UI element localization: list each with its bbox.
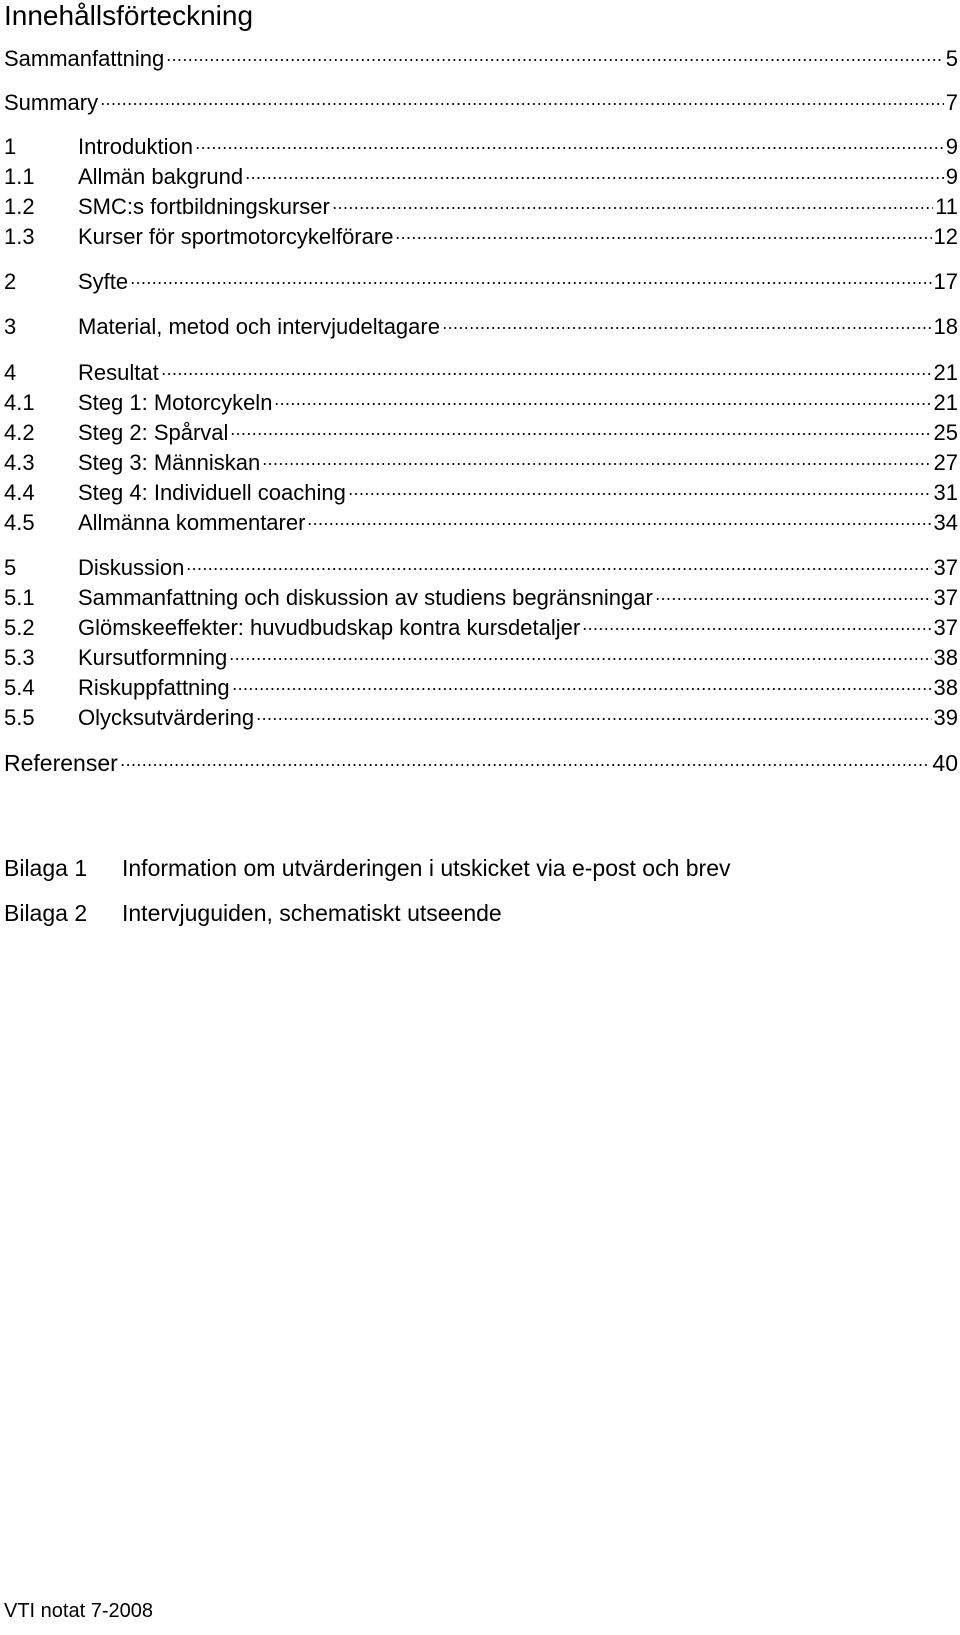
toc-label: Allmän bakgrund <box>78 164 244 189</box>
toc-leader <box>274 403 931 405</box>
toc-entry <box>4 748 958 778</box>
toc-page-number: 5 <box>945 46 958 71</box>
toc-number: 1.2 <box>4 194 35 219</box>
toc-entry <box>4 388 958 418</box>
toc-label: Steg 3: Människan <box>78 450 261 475</box>
toc-leader <box>130 282 931 284</box>
toc-page-number: 17 <box>933 269 958 294</box>
toc-number: 5.3 <box>4 645 35 670</box>
toc-number: 2 <box>4 269 17 294</box>
toc-page-number: 37 <box>933 615 958 640</box>
table-of-contents <box>4 0 958 800</box>
toc-number: 5.5 <box>4 705 35 730</box>
toc-page-number: 37 <box>933 585 958 610</box>
toc-entry <box>4 613 958 643</box>
toc-leader <box>195 147 944 149</box>
toc-entry <box>4 358 958 388</box>
toc-leader <box>348 493 932 495</box>
toc-number: 5.1 <box>4 585 35 610</box>
toc-leader <box>442 327 932 329</box>
toc-label: Kurser för sportmotorcykelförare <box>78 224 394 249</box>
toc-entry <box>4 192 958 222</box>
toc-leader <box>100 103 944 105</box>
toc-leader <box>582 628 931 630</box>
toc-page-number: 7 <box>945 90 958 115</box>
toc-number: 4.2 <box>4 420 35 445</box>
toc-entry <box>4 418 958 448</box>
toc-entry <box>4 162 958 192</box>
toc-entry <box>4 583 958 613</box>
toc-label: Sammanfattning och diskussion av studiens begränsningar <box>78 585 653 610</box>
toc-number: 4 <box>4 360 17 385</box>
toc-label: Kursutformning <box>78 645 228 670</box>
toc-page-number: 31 <box>933 480 958 505</box>
toc-page-number: 37 <box>933 555 958 580</box>
toc-label: Material, metod och intervjudeltagare <box>78 314 440 339</box>
toc-leader <box>395 237 931 239</box>
toc-leader <box>232 688 932 690</box>
toc-label: SMC:s fortbildningskurser <box>78 194 330 219</box>
toc-page-number: 27 <box>933 450 958 475</box>
toc-number: 1.1 <box>4 164 35 189</box>
appendix-label: Information om utvärderingen i utskicket via e-post och brev <box>122 855 731 881</box>
toc-entry <box>4 703 958 733</box>
toc-leader <box>230 433 931 435</box>
toc-label: Diskussion <box>78 555 185 580</box>
toc-number: 1.3 <box>4 224 35 249</box>
toc-label: Riskuppfattning <box>78 675 230 700</box>
appendix-label: Intervjuguiden, schematiskt utseende <box>122 900 502 926</box>
toc-leader <box>332 207 933 209</box>
toc-leader <box>307 523 931 525</box>
appendix-entry <box>4 853 944 883</box>
toc-page-number: 9 <box>945 134 958 159</box>
toc-page-number: 40 <box>932 750 958 776</box>
toc-label: Steg 1: Motorcykeln <box>78 390 273 415</box>
toc-page-number: 38 <box>933 675 958 700</box>
toc-label: Steg 2: Spårval <box>78 420 229 445</box>
toc-number: 3 <box>4 314 17 339</box>
toc-number: 4.3 <box>4 450 35 475</box>
toc-leader <box>161 373 932 375</box>
toc-page-number: 9 <box>945 164 958 189</box>
toc-leader <box>229 658 931 660</box>
toc-entry <box>4 643 958 673</box>
toc-leader <box>655 598 932 600</box>
appendix-entry <box>4 898 944 928</box>
toc-label: Olycksutvärdering <box>78 705 255 730</box>
toc-page-number: 18 <box>933 314 958 339</box>
toc-entry <box>4 312 958 342</box>
toc-label: Summary <box>4 90 99 115</box>
toc-label: Referenser <box>4 750 118 776</box>
appendix-number: Bilaga 1 <box>4 855 88 881</box>
toc-leader <box>245 177 944 179</box>
toc-page-number: 12 <box>933 224 958 249</box>
toc-number: 5 <box>4 555 17 580</box>
toc-page-number: 39 <box>933 705 958 730</box>
toc-page-number: 21 <box>933 360 958 385</box>
toc-label: Allmänna kommentarer <box>78 510 306 535</box>
toc-entry <box>4 44 958 74</box>
toc-entry <box>4 448 958 478</box>
toc-entry <box>4 553 958 583</box>
toc-number: 4.4 <box>4 480 35 505</box>
toc-number: 5.2 <box>4 615 35 640</box>
toc-leader <box>166 59 944 61</box>
toc-page-number: 25 <box>933 420 958 445</box>
toc-leader <box>256 718 931 720</box>
toc-heading: Innehållsförteckning <box>4 0 254 31</box>
toc-leader <box>262 463 931 465</box>
toc-page-number: 38 <box>933 645 958 670</box>
toc-label: Steg 4: Individuell coaching <box>78 480 346 505</box>
toc-label: Introduktion <box>78 134 193 159</box>
toc-page-number: 34 <box>933 510 958 535</box>
toc-label: Resultat <box>78 360 159 385</box>
toc-entry <box>4 132 958 162</box>
toc-leader <box>186 568 931 570</box>
toc-label: Syfte <box>78 269 129 294</box>
toc-label: Sammanfattning <box>4 46 165 71</box>
toc-number: 4.1 <box>4 390 35 415</box>
toc-number: 4.5 <box>4 510 35 535</box>
toc-leader <box>120 764 931 766</box>
page-footer: VTI notat 7-2008 <box>4 1600 153 1622</box>
toc-entry <box>4 88 958 118</box>
toc-number: 5.4 <box>4 675 35 700</box>
toc-entry <box>4 222 958 252</box>
toc-entry <box>4 508 958 538</box>
toc-page-number: 11 <box>935 194 958 219</box>
appendix-number: Bilaga 2 <box>4 900 88 926</box>
toc-label: Glömskeeffekter: huvudbudskap kontra kursdetaljer <box>78 615 581 640</box>
toc-page-number: 21 <box>933 390 958 415</box>
toc-entry <box>4 478 958 508</box>
toc-entry <box>4 267 958 297</box>
toc-entry <box>4 673 958 703</box>
toc-number: 1 <box>4 134 17 159</box>
